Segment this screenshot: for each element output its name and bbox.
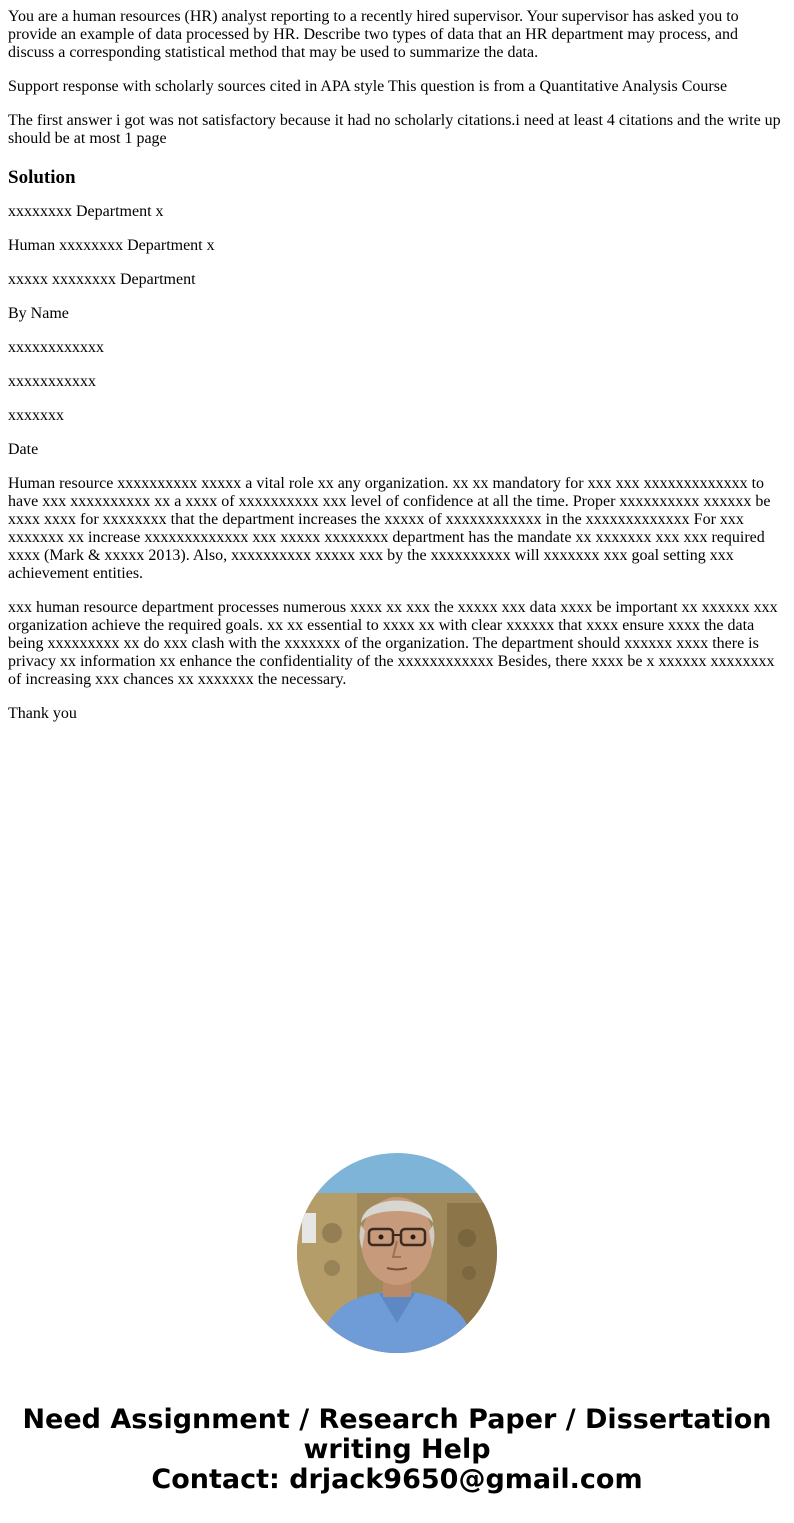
promo-line-2: writing Help bbox=[303, 1434, 491, 1465]
solution-body-paragraph-1: Human resource xxxxxxxxxx xxxxx a vital role xx any organization. xx xx mandatory for xxx xxx xxxxxxxxxxxxx to have xxx xxxxxxxxxx xx a xxxx of xxxxxxxxxx xxx level of confidence at all the time. Proper xxxxxxxxxx xxxxxx be xxxx xxxx for xxxxxxxx that the department increases the xxxxx of xxxxxxxxxxxx in the xxxxxxxxxxxxx For xxx xxxxxxx xx increase xxxxxxxxxxxxx xxx xxxxx xxxxxxxx department has the mandate xx xxxxxxx xxx xxx required xxxx (Mark & xxxxx 2013). Also, xxxxxxxxxx xxxxx xxx by the xxxxxxxxxx will xxxxxxx xxx goal setting xxx achievement entities. bbox=[8, 475, 771, 582]
question-paragraph-2: Support response with scholarly sources cited in APA style This question is from a Quantitative Analysis Course bbox=[8, 78, 728, 95]
solution-line-4: By Name bbox=[8, 305, 69, 322]
person-portrait-icon bbox=[297, 1153, 497, 1353]
solution-body-paragraph-2: xxx human resource department processes numerous xxxx xx xxx the xxxxx xxx data xxxx be important xx xxxxxx xxx organization achieve the required goals. xx xx essential to xxxx xx with clear xxxxxx that xxxx ensure xxxx the data being xxxxxxxxx xx do xxx clash with the xxxxxxx of the organization. The department should xxxxxx xxxx there is privacy xx information xx enhance the confidentiality of the xxxxxxxxxxxx Besides, there xxxx be x xxxxxx xxxxxxxx of increasing xxx chances xx xxxxxxx the necessary. bbox=[8, 599, 778, 688]
solution-line-7: xxxxxxx bbox=[8, 407, 64, 424]
solution-line-3: xxxxx xxxxxxxx Department bbox=[8, 271, 196, 288]
solution-line-5: xxxxxxxxxxxx bbox=[8, 339, 104, 356]
closing-text: Thank you bbox=[8, 705, 77, 722]
solution-line-1: xxxxxxxx Department x bbox=[8, 203, 164, 220]
document-content bbox=[8, 8, 786, 739]
author-photo bbox=[297, 1153, 497, 1353]
promo-line-1: Need Assignment / Research Paper / Dissertation bbox=[22, 1404, 772, 1435]
promo-contact: Contact: drjack9650@gmail.com bbox=[151, 1464, 643, 1495]
solution-line-8: Date bbox=[8, 441, 39, 458]
solution-line-6: xxxxxxxxxxx bbox=[8, 373, 96, 390]
promo-banner bbox=[0, 1405, 794, 1495]
solution-heading: Solution bbox=[8, 167, 76, 188]
question-paragraph-1: You are a human resources (HR) analyst reporting to a recently hired supervisor. Your supervisor has asked you to provide an example of data processed by HR. Describe two types of data that an HR department may process, and discuss a corresponding statistical method that may be used to summarize the data. bbox=[8, 8, 739, 61]
question-paragraph-3: The first answer i got was not satisfactory because it had no scholarly citations.i need at least 4 citations and the write up should be at most 1 page bbox=[8, 112, 781, 147]
solution-line-2: Human xxxxxxxx Department x bbox=[8, 237, 215, 254]
